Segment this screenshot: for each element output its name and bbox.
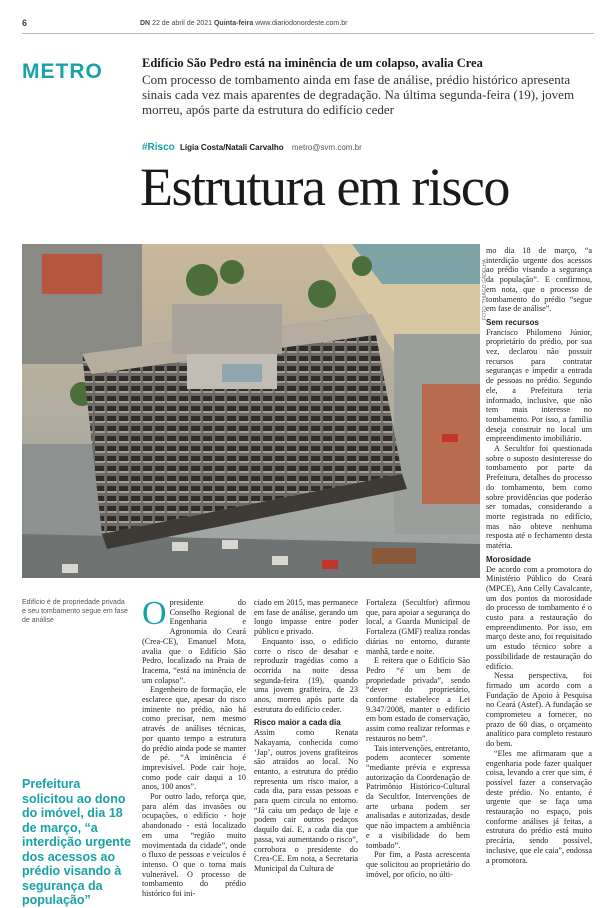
deck-headline: Edifício São Pedro está na iminência de um colapso, avalia Crea bbox=[142, 56, 483, 70]
photo-credit: FOTO: THIAGO GADELHA bbox=[482, 259, 488, 320]
paragraph: A Secultfor foi questionada sobre o suposto desinteresse do tombamento por parte da Prefeitura, detalhes do processo do tombamento, bem como sobre providências que poderão ser tomadas, considerando a morte registrada no edifício, mas não obteve nenhuma resposta até o fechamento desta matéria. bbox=[486, 444, 592, 551]
paragraph: Por fim, a Pasta acrescenta que solicitou ao proprietário do imóvel, por ofício, no últi- bbox=[366, 850, 470, 879]
subheading: Sem recursos bbox=[486, 317, 539, 327]
paragraph: Enquanto isso, o edifício corre o risco de desabar e reproduzir tragédias como a ocorrida na noite dessa segunda-feira (19), quando uma jovem grafiteira, de 23 anos, morreu após parte da estrutura do edifício ceder. bbox=[254, 636, 358, 714]
paragraph: Nessa perspectiva, foi firmado um acordo com a Fundação de Apoio à Pesquisa no Ceará (Astef). A fundação se comprometeu a fornecer, no prazo de 60 dias, o orçamento analítico para completo restauro do bem. bbox=[486, 671, 592, 749]
paragraph: Fortaleza (Secultfor) afirmou que, para apoiar a segurança do local, a Guarda Municipal de Fortaleza (GMF) realiza rondas diárias no entorno, durante manhã, tarde e noite. bbox=[366, 598, 470, 656]
author-email[interactable]: metro@svm.com.br bbox=[291, 143, 362, 152]
paragraph: Assim como Renata Nakayama, conhecida como ‘Jap’, outros jovens grafiteiros são atraídos ao local. No entanto, a estrutura do prédio representa um risco maior, a cada dia, para essas pessoas e para quem circula no entorno. “Já caiu um pedaço de laje e podem cair outros pedaços daquilo daí. E, a cada dia que passa, vai aumentando o risco”, corrobora o presidente do Crea-CE. Em nota, a Secretaria Municipal da Cultura de bbox=[254, 728, 358, 873]
pull-quote: Prefeitura solicitou ao dono do imóvel, dia 18 de março, “a interdição urgente dos acessos ao prédio visando à segurança da população” bbox=[22, 777, 132, 907]
article-column-3 bbox=[366, 598, 470, 888]
paragraph: Francisco Philomeno Júnior, proprietário do prédio, por sua vez, declarou não possuir recursos para contratar seguranças e impedir a entrada de pessoas no prédio. Segundo ele, a Prefeitura teria informado, inclusive, que não tem mais interesse no tombamento. Por isso, a família deseja construir no local um empreendimento imobiliário. bbox=[486, 327, 592, 444]
deck-text: Com processo de tombamento ainda em fase de análise, prédio histórico apresenta sinais cada vez mais aparentes de degradação. Na última segunda-feira (19), jovem morreu, após parte da estrutura do edifício ceder bbox=[142, 72, 575, 117]
paragraph: Engenheiro de formação, ele esclarece que, apesar do risco iminente no prédio, não há como precisar, nem mesmo através de análises técnicas, por quanto tempo a estrutura do prédio ainda pode se manter de pé. “A iminência é imprevisível. Pode cair hoje, como pode cair daqui a 10 anos, 100 anos”. bbox=[142, 685, 246, 792]
article-column-2 bbox=[254, 598, 358, 888]
header-divider bbox=[22, 33, 594, 34]
paragraph: Tais intervenções, entretanto, podem acontecer somente “mediante prévia e expressa autorização da Coordenação de Patrimônio Histórico-Cultural da Secultfor. Intervenções de arte urbana podem ser analisadas e autorizadas, desde que não impactem a ambiência e a visibilidade do bem tombado”. bbox=[366, 743, 470, 850]
header-weekday: Quinta-feira bbox=[213, 20, 254, 27]
page-number: 6 bbox=[22, 18, 28, 28]
page-header bbox=[22, 18, 594, 30]
header-site[interactable]: www.diariodonordeste.com.br bbox=[255, 20, 348, 27]
subheading: Risco maior a cada dia bbox=[254, 718, 341, 728]
drop-cap: O bbox=[142, 595, 167, 632]
paragraph: Por outro lado, reforça que, para além das invasões ou ocupações, o edifício - hoje abandonado - está localizado em uma “região muito movimentada da cidade”, onde o fluxo de pessoas e veículos é intenso. O que o torna mais vulnerável. O processo de tombamento do prédio histórico foi ini- bbox=[142, 792, 246, 899]
building-aerial-photo bbox=[22, 244, 480, 578]
article-column-1 bbox=[142, 595, 246, 899]
subheading: Morosidade bbox=[486, 554, 531, 564]
byline bbox=[142, 142, 362, 153]
article-title: Estrutura em risco bbox=[140, 157, 509, 217]
article-column-4 bbox=[486, 246, 592, 888]
paragraph: mo dia 18 de março, “a interdição urgente dos acessos ao prédio visando a segurança da população”. E confirmou, em nota, que o processo de tombamento do prédio “segue em fase de análise”. bbox=[486, 246, 592, 314]
paragraph: “Eles me afirmaram que a engenharia pode fazer qualquer coisa, levando a crer que sim, é possível fazer a conservação deste prédio. No entanto, é urgente que se faça uma restauração no espaço, pois conforme análises já feitas, a estrutura do prédio está muito precária, sendo possível, inclusive, que ele caia”, endossa a promotora. bbox=[486, 748, 592, 865]
paragraph: E reitera que o Edifício São Pedro “é um bem de propriedade privada”, sendo “dever do proprietário, conforme estabelece a Lei 9.347/2008, manter o edifício em bom estado de conservação, assim como realizar reformas e restauros no bem”. bbox=[366, 656, 470, 743]
photo-caption: Edifício é de propriedade privada e seu tombamento segue em fase de análise bbox=[22, 599, 128, 624]
header-date: 22 de abril de 2021 bbox=[152, 20, 213, 27]
topic-tag: #Risco bbox=[142, 142, 175, 153]
paragraph: ciado em 2015, mas permanece em fase de análise, gerando um longo impasse entre poder público e privado. bbox=[254, 598, 358, 637]
authors: Lígia Costa/Natali Carvalho bbox=[180, 143, 284, 152]
header-info bbox=[140, 20, 347, 27]
section-label: METRO bbox=[22, 60, 103, 83]
header-source: DN bbox=[140, 20, 151, 27]
paragraph: De acordo com a promotora do Ministério Público do Ceará (MPCE), Ann Celly Cavalcante, um dos pontos da morosidade do processo de tombamento é o custo para a restauração do empreendimento. Por isso, em março deste ano, foi requisitado um estudo técnico sobre a possibilidade de restauração do edifício. bbox=[486, 564, 592, 671]
paragraph: Opresidente do Conselho Regional de Engenharia e Agronomia do Ceará (Crea-CE), Emanuel Mota, avalia que o Edifício São Pedro, localizado na Praia de Iracema, “está na iminência de um colapso”. bbox=[142, 595, 246, 685]
